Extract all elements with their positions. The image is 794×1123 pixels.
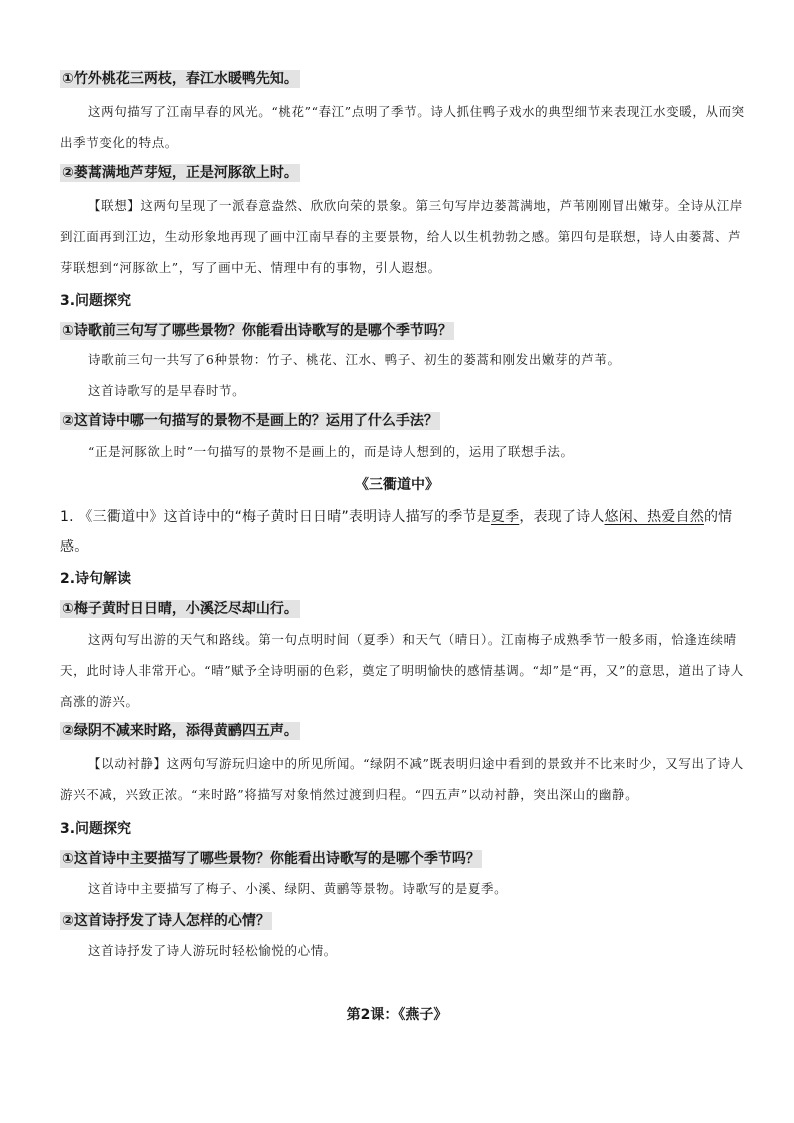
poem1-line2-explanation: 【联想】这两句呈现了一派春意盎然、欣欣向荣的景象。第三句写岸边蒌蒿满地，芦苇刚刚冒出嫩芽。全诗从江岸到江面再到江边，生动形象地再现了画中江南早春的主要景物，给人以生机勃勃之感。第四句是联想，诗人由蒌蒿、芦芽联想到“河豚欲上”，写了画中无、情理中有的事物，引人遐想。 — [60, 198, 744, 275]
poem1-answer-1b: 这首诗歌写的是早春时节。 — [88, 383, 246, 398]
poem2-title: 《三衢道中》 — [355, 477, 439, 493]
poem1-line2-heading: ②蒌蒿满地芦芽短，正是河豚欲上时。 — [62, 165, 298, 181]
poem1-question-2: ②这首诗中哪一句描写的景物不是画上的？运用了什么手法？ — [62, 413, 438, 429]
lesson2-title: 第2课：《燕子》 — [346, 1007, 448, 1023]
poem2-intro-feeling: 悠闲、热爱自然 — [604, 509, 704, 525]
poem1-answer-2: “正是河豚欲上时”一句描写的景物不是画上的，而是诗人想到的，运用了联想手法。 — [88, 444, 574, 459]
poem2-line2-explanation: 【以动衬静】这两句写游玩归途中的所见所闻。“绿阴不减”既表明归途中看到的景致并不比来时少，又写出了诗人游兴不减，兴致正浓。“来时路”将描写对象悄然过渡到归程。“四五声”以动衬静，突出深山的幽静。 — [60, 756, 744, 802]
poem2-intro-post: 的情感。 — [60, 509, 733, 555]
poem2-intro-pre: 1. 《三衢道中》这首诗中的“梅子黄时日日晴”表明诗人描写的季节是 — [60, 509, 491, 525]
poem2-intro-season: 夏季 — [490, 509, 520, 525]
poem1-line1-explanation: 这两句描写了江南早春的风光。“桃花”“春江”点明了季节。诗人抓住鸭子戏水的典型细节来表现江水变暖，从而突出季节变化的特点。 — [60, 104, 745, 150]
poem1-answer-1a: 诗歌前三句一共写了6种景物：竹子、桃花、江水、鸭子、初生的蒌蒿和刚发出嫩芽的芦苇。 — [88, 352, 621, 367]
poem2-line1-explanation: 这两句写出游的天气和路线。第一句点明时间（夏季）和天气（晴日）。江南梅子成熟季节一般多雨，恰逢连续晴天，此时诗人非常开心。“晴”赋予全诗明丽的色彩，奠定了明明愉快的感情基调。“却”是“再，又”的意思，道出了诗人高涨的游兴。 — [60, 632, 744, 709]
poem2-line1-heading: ①梅子黄时日日晴，小溪泛尽却山行。 — [62, 601, 298, 617]
poem2-question-2: ②这首诗抒发了诗人怎样的心情？ — [62, 913, 270, 929]
poem2-section2-heading: 2.诗句解读 — [60, 571, 132, 587]
poem1-section3-heading: 3.问题探究 — [60, 293, 132, 309]
poem2-intro-mid: ，表现了诗人 — [519, 509, 605, 525]
poem2-answer-1: 这首诗中主要描写了梅子、小溪、绿阴、黄鹂等景物。诗歌写的是夏季。 — [88, 881, 508, 896]
poem2-line2-heading: ②绿阴不减来时路，添得黄鹂四五声。 — [62, 723, 298, 739]
poem1-line1-heading: ①竹外桃花三两枝，春江水暖鸭先知。 — [62, 71, 298, 87]
poem2-section3-heading: 3.问题探究 — [60, 821, 132, 837]
poem1-question-1: ①诗歌前三句写了哪些景物？你能看出诗歌写的是哪个季节吗？ — [62, 323, 452, 339]
poem2-answer-2: 这首诗抒发了诗人游玩时轻松愉悦的心情。 — [88, 943, 337, 958]
poem2-intro — [60, 502, 750, 562]
poem2-question-1: ①这首诗中主要描写了哪些景物？你能看出诗歌写的是哪个季节吗？ — [62, 851, 480, 867]
